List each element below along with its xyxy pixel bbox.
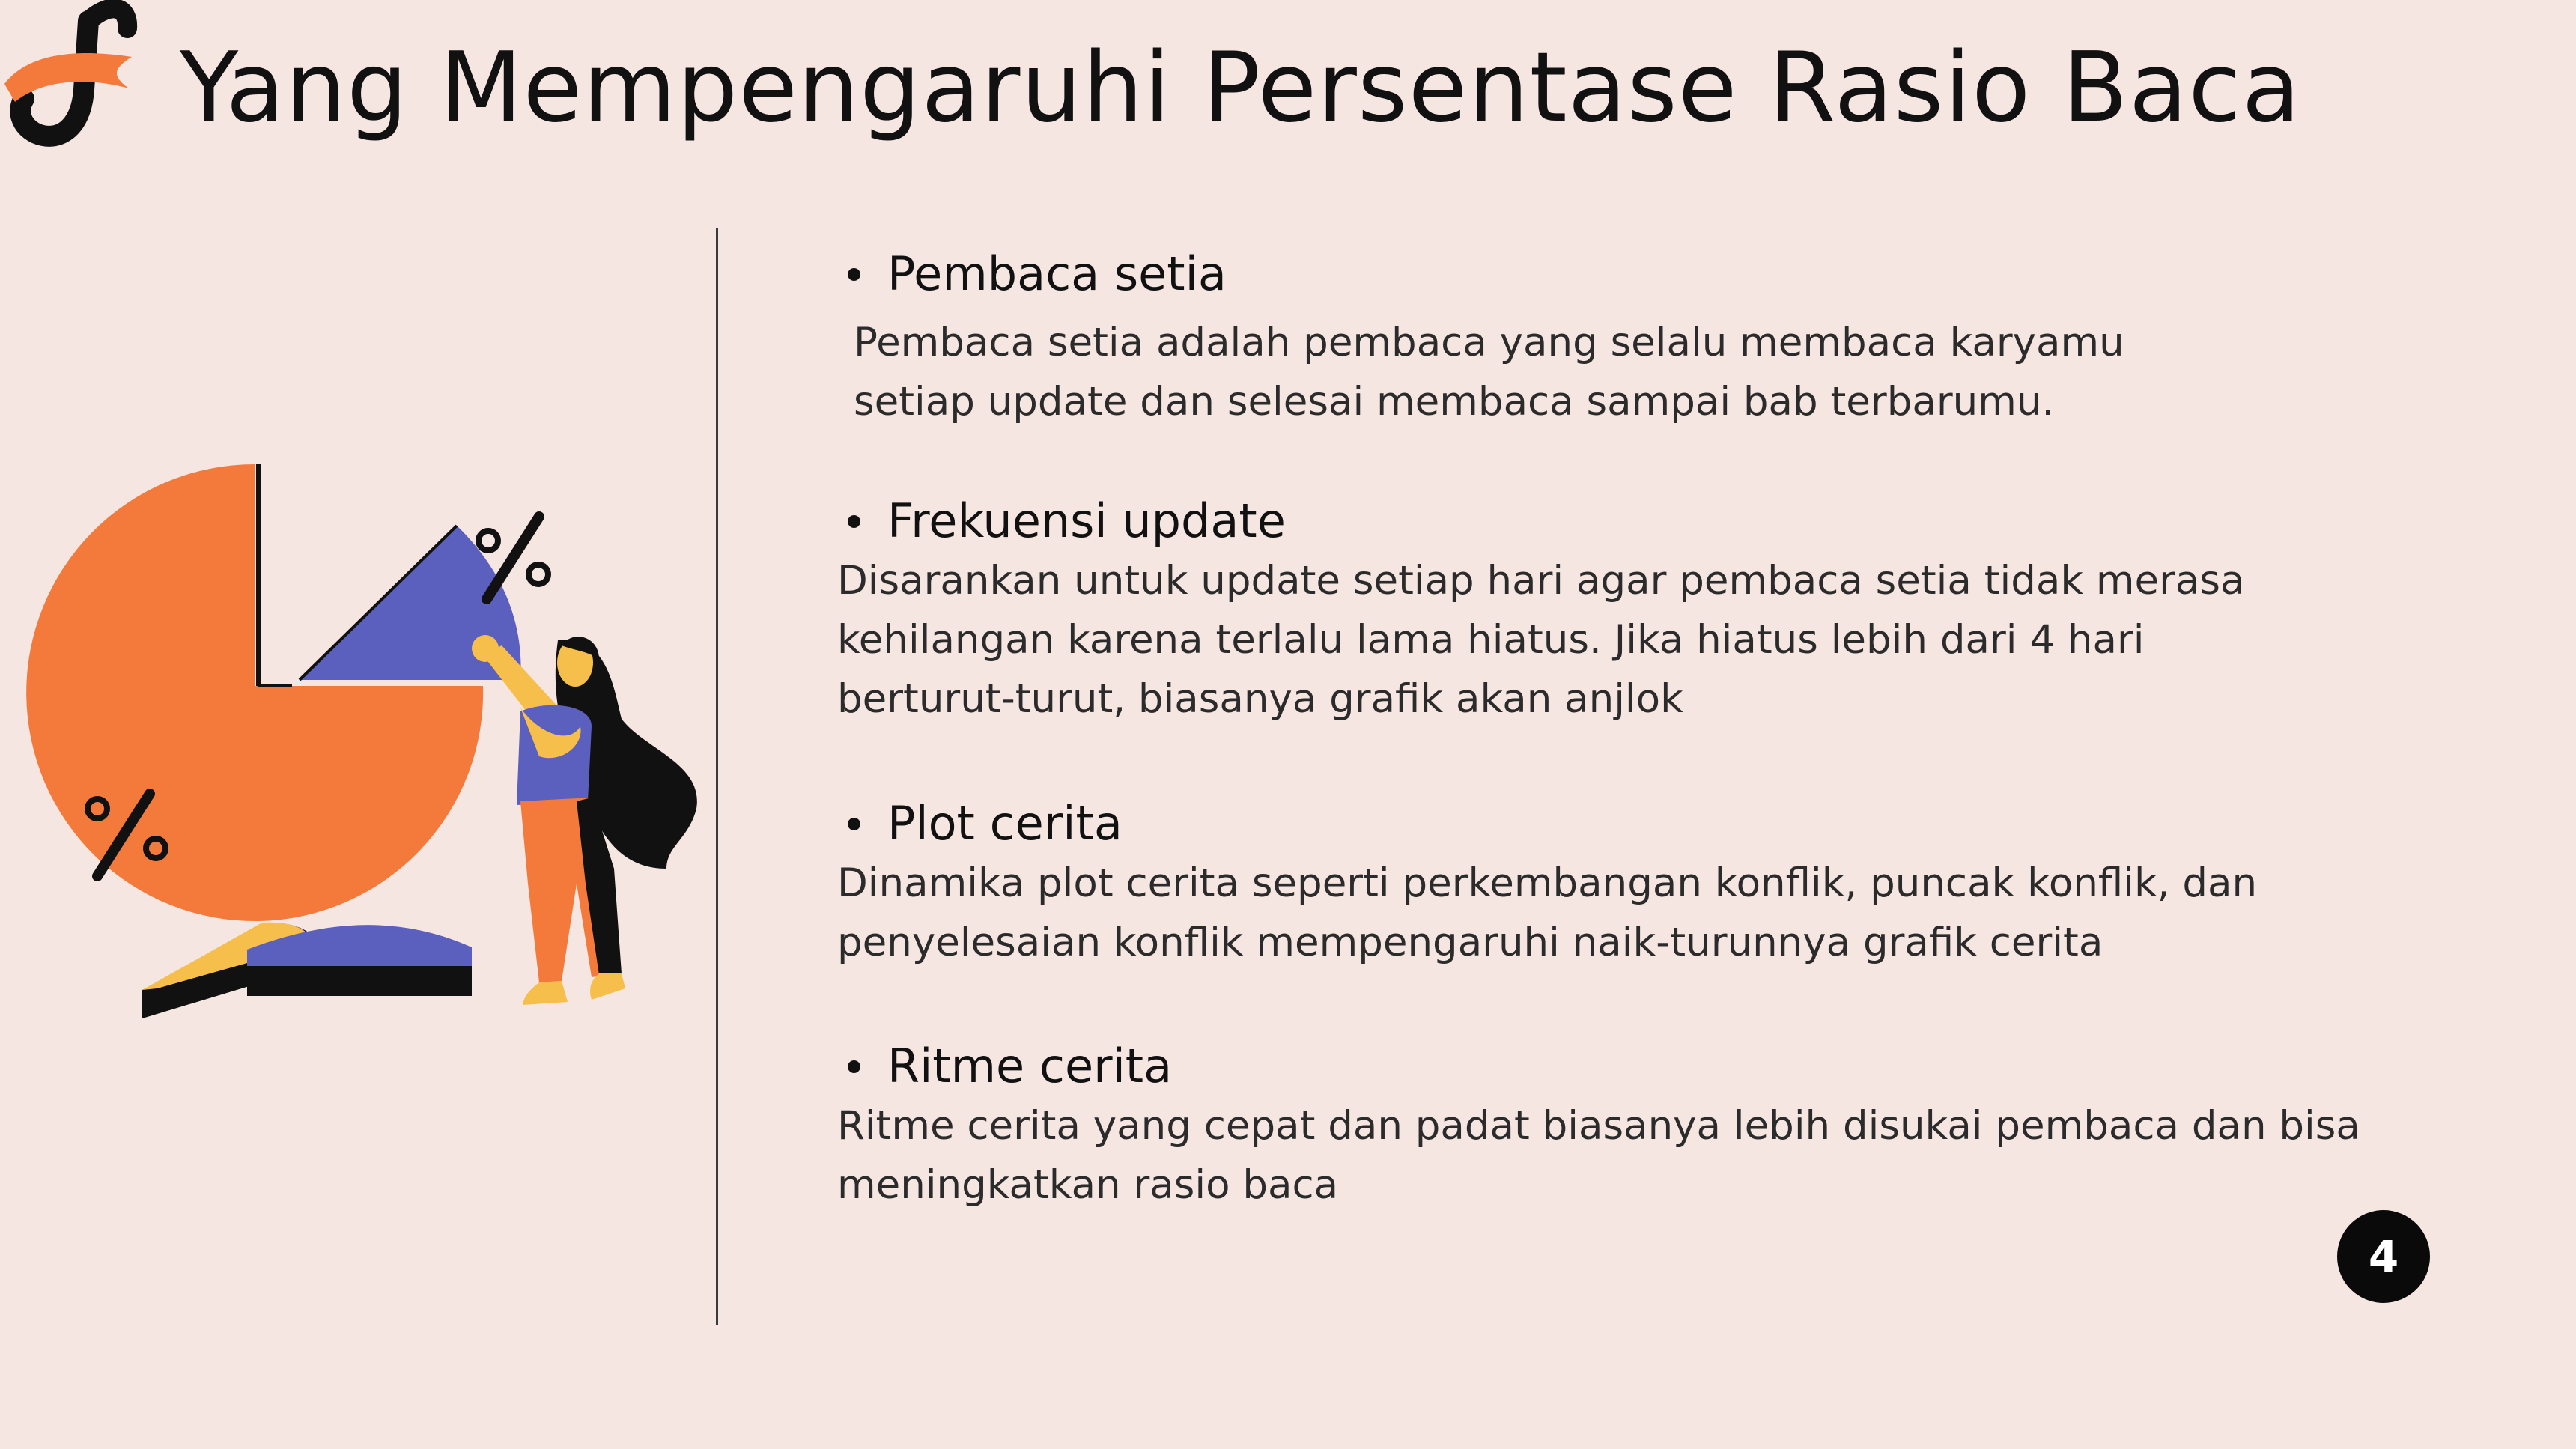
section-heading: Frekuensi update xyxy=(837,491,2335,551)
section-heading: Plot cerita xyxy=(837,794,2335,854)
page-number-badge: 4 xyxy=(2337,1210,2430,1303)
bullet-icon xyxy=(848,515,860,528)
section-frekuensi-update xyxy=(837,491,2335,729)
section-heading: Ritme cerita xyxy=(837,1036,2335,1096)
bullet-icon xyxy=(848,1060,860,1073)
section-body: Dinamika plot cerita seperti perkembangan konflik, puncak konflik, dan penyelesaian konflik mempengaruhi naik-turunnya grafik cerita xyxy=(837,860,2258,965)
section-body: Disarankan untuk update setiap hari agar pembaca setia tidak merasa kehilangan karena terlalu lama hiatus. Jika hiatus lebih dari 4 hari berturut-turut, biasanya grafik akan anjlok xyxy=(837,558,2245,722)
section-body: Pembaca setia adalah pembaca yang selalu membaca karyamu setiap update dan selesai membaca sampai bab terbarumu. xyxy=(854,320,2124,425)
bullet-icon xyxy=(848,818,860,830)
vertical-divider xyxy=(716,228,718,1325)
percent-icon xyxy=(479,517,548,599)
section-pembaca-setia xyxy=(837,244,2335,431)
page-title: Yang Mempengaruhi Persentase Rasio Baca xyxy=(180,32,2302,144)
section-ritme-cerita xyxy=(837,1036,2360,1215)
section-plot-cerita xyxy=(837,794,2335,972)
section-body: Ritme cerita yang cepat dan padat biasanya lebih disukai pembaca dan bisa meningkatkan rasio baca xyxy=(837,1103,2360,1208)
woman-with-pie-chart-illustration xyxy=(22,449,719,1048)
section-heading: Pembaca setia xyxy=(837,244,2335,304)
brand-logo-icon xyxy=(0,0,142,150)
bullet-icon xyxy=(848,268,860,281)
